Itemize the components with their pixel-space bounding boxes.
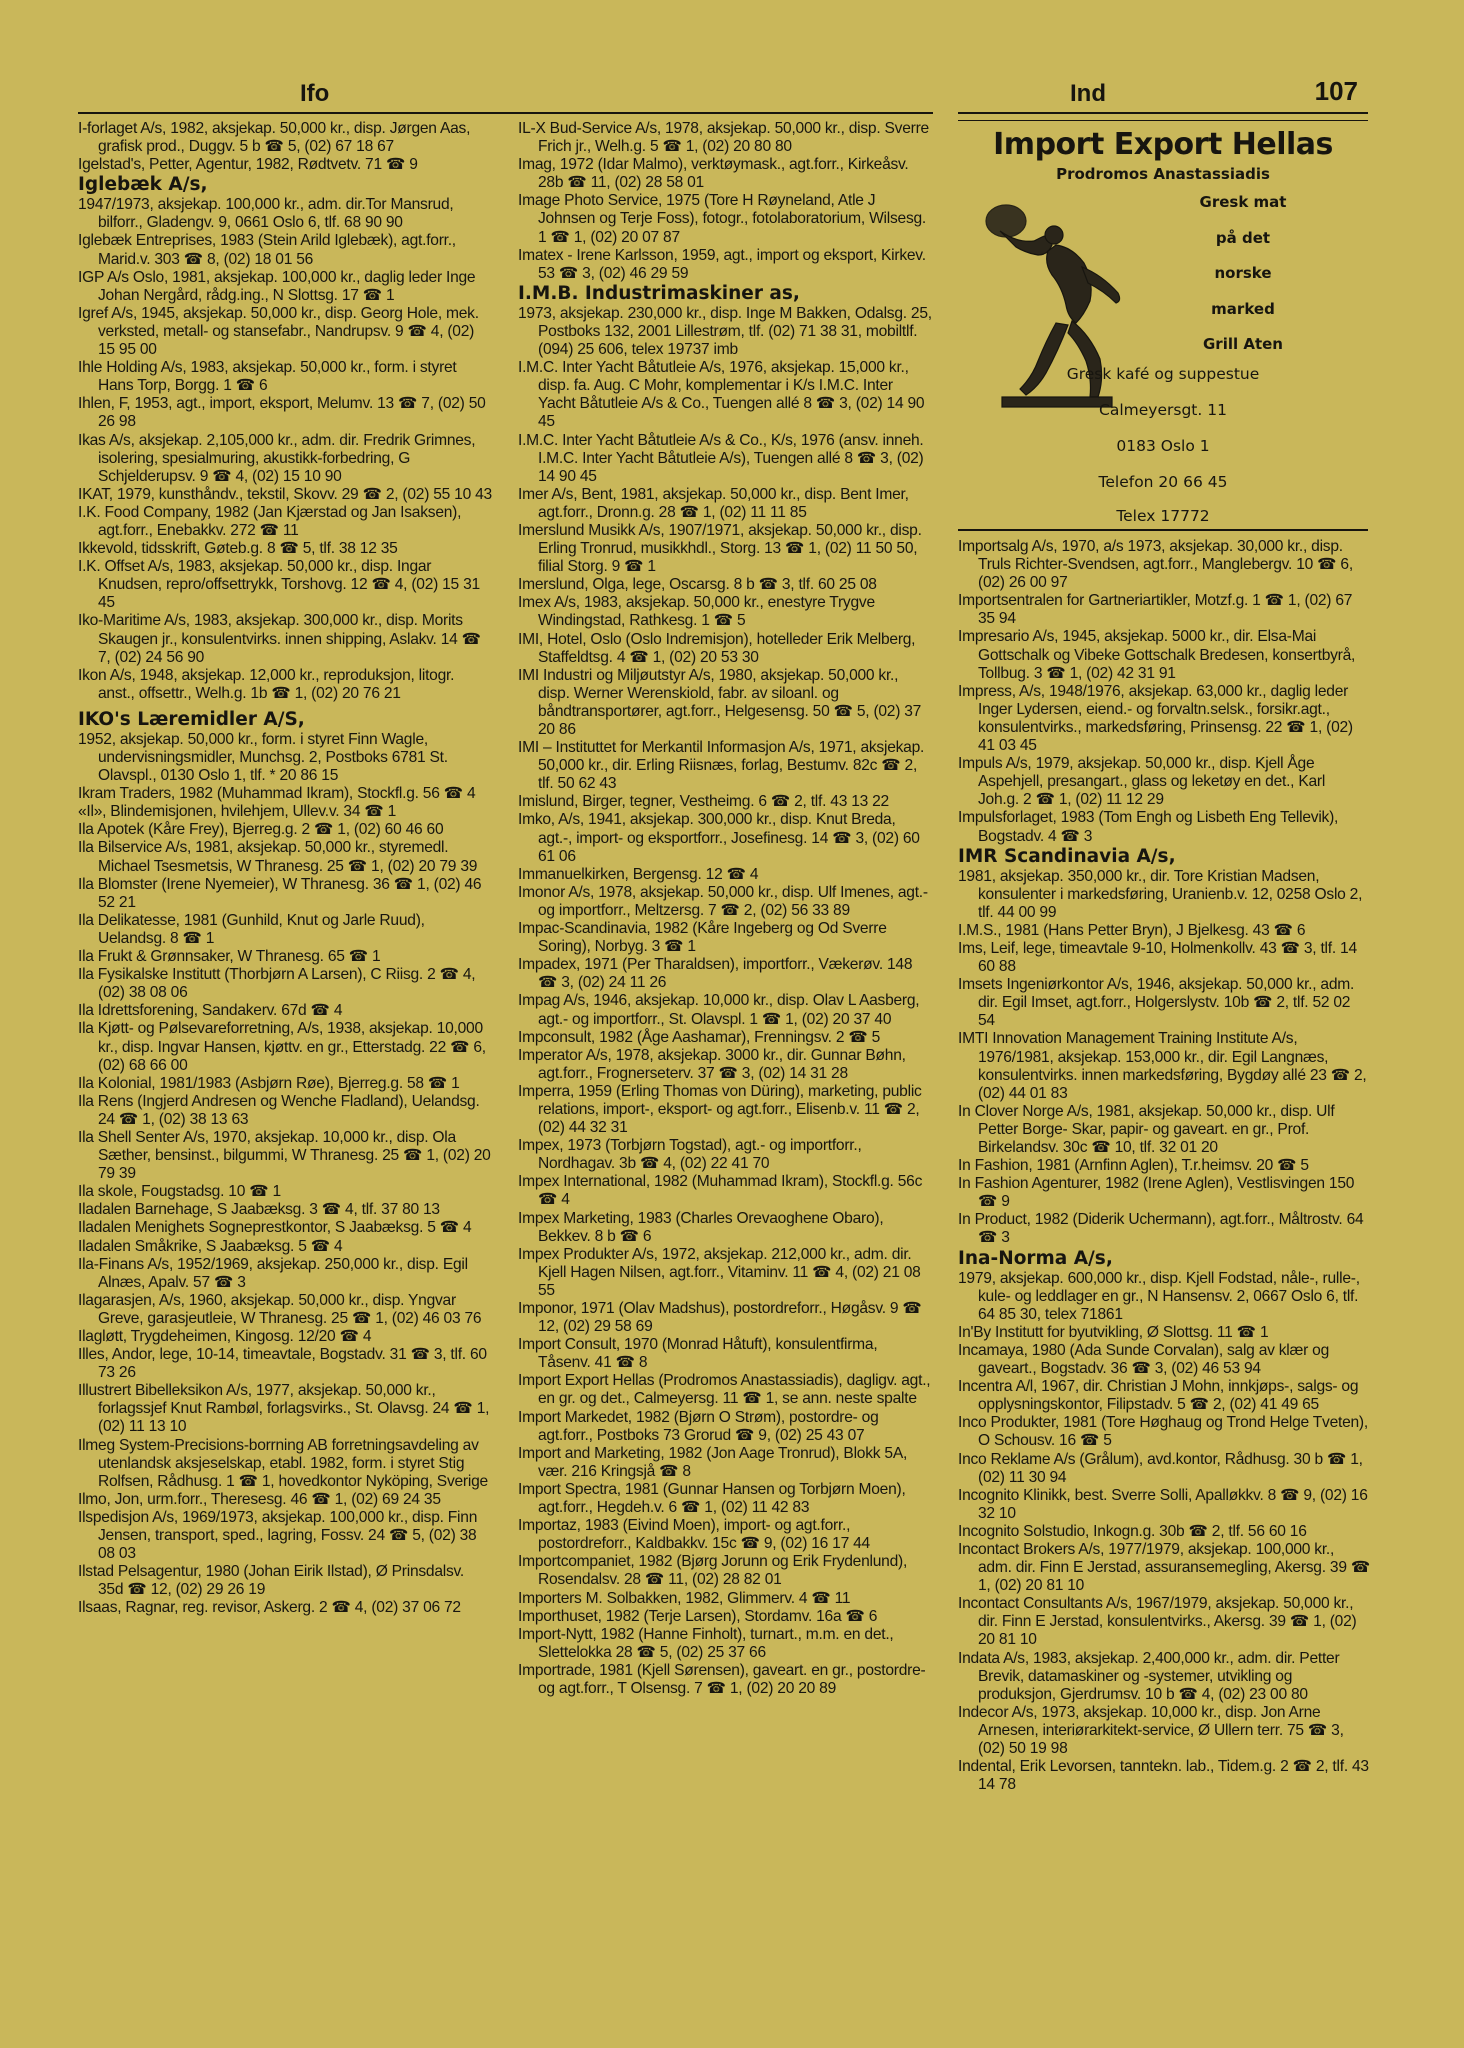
entry: Ila Kjøtt- og Pølsevareforretning, A/s, 1938, aksjekap. 10,000 kr., disp. Ingvar Hansen, kjøttv. en gr., Etterstadg. 22 ☎ 6, (02) 68 66 00	[78, 1020, 486, 1074]
entry: 1981, aksjekap. 350,000 kr., dir. Tore Kristian Madsen, konsulenter i markedsføring, Uranienb.v. 12, 0258 Oslo 2, tlf. 44 00 99	[958, 867, 1363, 921]
entry: Ilstad Pelsagentur, 1980 (Johan Eirik Ilstad), Ø Prinsdalsv. 35d ☎ 12, (02) 29 26 19	[78, 1563, 465, 1599]
entry: I.K. Food Company, 1982 (Jan Kjærstad og Jan Isaksen), agt.forr., Enebakkv. 272 ☎ 11	[78, 503, 462, 539]
entry: «Il», Blindemisjonen, hvilehjem, Ullev.v. 34 ☎ 1	[78, 803, 397, 821]
entry: 1952, aksjekap. 50,000 kr., form. i styret Finn Wagle, undervisningsmidler, Munchsg. 2, Postboks 6781 St. Olavspl., 0130 Oslo 1, tlf. * 20 86 15	[78, 730, 448, 785]
entry: Ila Idrettsforening, Sandakerv. 67d ☎ 4	[78, 1002, 343, 1020]
entry: Inco Reklame A/s (Grålum), avd.kontor, Rådhusg. 30 b ☎ 1, (02) 11 30 94	[958, 1450, 1363, 1486]
left-running-head: Ifo	[300, 80, 330, 107]
entry: Image Photo Service, 1975 (Tore H Røyneland, Atle J Johnsen og Terje Foss), fotogr., fotolaboratorium, Wilsesg. 1 ☎ 1, (02) 20 07 87	[518, 192, 926, 246]
bold-heading-entry: IKO's Læremidler A/S,	[78, 708, 305, 730]
entry: In Fashion Agenturer, 1982 (Irene Aglen), Vestlisvingen 150 ☎ 9	[958, 1175, 1355, 1211]
entry: Impex International, 1982 (Muhammad Ikram), Stockfl.g. 56c ☎ 4	[518, 1173, 923, 1209]
entry: 1979, aksjekap. 600,000 kr., disp. Kjell Fodstad, nåle-, rulle-, kule- og leddlager en gr., N Hansensv. 2, 0667 Oslo 6, tlf. 64 85 30, telex 71861	[958, 1269, 1360, 1323]
entry: Ilagløtt, Trygdeheimen, Kingosg. 12/20 ☎ 4	[78, 1328, 372, 1345]
entry: Importrade, 1981 (Kjell Sørensen), gaveart. en gr., postordre- og agt.forr., T Olsensg. 7 ☎ 1, (02) 20 20 89	[518, 1661, 926, 1697]
entry: Ilsaas, Ragnar, reg. revisor, Askerg. 2 ☎ 4, (02) 37 06 72	[78, 1599, 461, 1617]
entry: Ilspedisjon A/s, 1969/1973, aksjekap. 100,000 kr., disp. Finn Jensen, transport, sped., lagring, Fossv. 24 ☎ 5, (02) 38 08 03	[78, 1508, 478, 1563]
entry: I.K. Offset A/s, 1983, aksjekap. 50,000 kr., disp. Ingar Knudsen, repro/offsettrykk, Torshovg. 12 ☎ 4, (02) 15 31 45	[78, 558, 480, 612]
entry: Immanuelkirken, Bergensg. 12 ☎ 4	[518, 865, 759, 883]
entry: IMI Industri og Miljøutstyr A/s, 1980, aksjekap. 50,000 kr., disp. Werner Werenskiold, fabr. av siloanl. og båndtransportører, agt.forr., Helgesensg. 50 ☎ 5, (02) 37 20 86	[518, 666, 922, 738]
entry: Ila skole, Fougstadsg. 10 ☎ 1	[78, 1183, 281, 1201]
entry: Ila Rens (Ingjerd Andresen og Wenche Fladland), Uelandsg. 24 ☎ 1, (02) 38 13 63	[78, 1092, 480, 1128]
entry: Importsentralen for Gartneriartikler, Motzf.g. 1 ☎ 1, (02) 67 35 94	[958, 592, 1353, 628]
advert-tagline-4: marked	[1211, 300, 1275, 318]
entry: In'By Institutt for byutvikling, Ø Slottsg. 11 ☎ 1	[958, 1323, 1269, 1341]
entry: Ila Kolonial, 1981/1983 (Asbjørn Røe), Bjerreg.g. 58 ☎ 1	[78, 1074, 460, 1092]
header-rule-left	[78, 112, 933, 114]
entry: Illustrert Bibelleksikon A/s, 1977, aksjekap. 50,000 kr., forlagssjef Knut Rambøl, forlagsvirks., St. Olavsg. 24 ☎ 1, (02) 11 13 10	[78, 1382, 490, 1436]
entry: Imperra, 1959 (Erling Thomas von Düring), marketing, public relations, import-, eksport- og agt.forr., Elisenb.v. 11 ☎ 2, (02) 44 32 31	[518, 1082, 922, 1137]
bold-heading-entry: Ina-Norma A/s,	[958, 1247, 1113, 1269]
entry: Imerslund Musikk A/s, 1907/1971, aksjekap. 50,000 kr., disp. Erling Tronrud, musikkhdl., Storg. 13 ☎ 1, (02) 11 50 50, filial Storg. 9 ☎ 1	[518, 521, 922, 576]
entry: Impex Marketing, 1983 (Charles Orevaoghene Obaro), Bekkev. 8 b ☎ 6	[518, 1209, 884, 1245]
entry: Import Spectra, 1981 (Gunnar Hansen og Torbjørn Moen), agt.forr., Hegdeh.v. 6 ☎ 1, (02) 11 42 83	[518, 1480, 906, 1517]
entry: Importcompaniet, 1982 (Bjørg Jorunn og Erik Frydenlund), Rosendalsv. 28 ☎ 11, (02) 28 82 01	[518, 1553, 908, 1589]
entry: Ilmeg System-Precisions-borrning AB forretningsavdeling av utenlandsk aksjeselskap, etabl. 1982, form. i styret Stig Rolfsen, Rådhusg. 1 ☎ 1, hovedkontor Nyköping, Sverige	[78, 1436, 488, 1490]
advert-line-5: Telex 17772	[1116, 507, 1210, 525]
entry: Imex A/s, 1983, aksjekap. 50,000 kr., enestyre Trygve Windingstad, Rathkesg. 1 ☎ 5	[518, 594, 875, 630]
bold-heading-entry: IMR Scandinavia A/s,	[958, 845, 1176, 867]
entry: Imatex - Irene Karlsson, 1959, agt., import og eksport, Kirkev. 53 ☎ 3, (02) 46 29 59	[518, 246, 926, 282]
entry: In Product, 1982 (Diderik Uchermann), agt.forr., Måltrostv. 64 ☎ 3	[958, 1211, 1364, 1247]
entry: IGP A/s Oslo, 1981, aksjekap. 100,000 kr., daglig leder Inge Johan Nergård, rådg.ing., N Slottsg. 17 ☎ 1	[78, 268, 476, 304]
entry: Ila Blomster (Irene Nyemeier), W Thranesg. 36 ☎ 1, (02) 46 52 21	[78, 875, 482, 911]
advert-subtitle: Prodromos Anastassiadis	[1056, 165, 1270, 183]
entry: Imislund, Birger, tegner, Vestheimg. 6 ☎ 2, tlf. 43 13 22	[518, 793, 889, 811]
entry: Incognito Solstudio, Inkogn.g. 30b ☎ 2, tlf. 56 60 16	[958, 1522, 1307, 1540]
entry: Iladalen Småkrike, S Jaabæksg. 5 ☎ 4	[78, 1237, 343, 1255]
entry: Import Markedet, 1982 (Bjørn O Strøm), postordre- og agt.forr., Postboks 73 Grorud ☎ 9, (02) 25 43 07	[518, 1408, 879, 1444]
advert-line-1: Gresk kafé og suppestue	[1066, 365, 1260, 383]
entry: Ikkevold, tidsskrift, Gøteb.g. 8 ☎ 5, tlf. 38 12 35	[78, 540, 398, 558]
entry: 1973, aksjekap. 230,000 kr., disp. Inge M Bakken, Odalsg. 25, Postboks 132, 2001 Lillestrøm, tlf. (02) 71 38 31, mobiltlf. (094) 25 606, telex 19737 imb	[518, 304, 932, 359]
column-3	[958, 538, 1370, 1794]
entry: Import Consult, 1970 (Monrad Håtuft), konsulentfirma, Tåsenv. 41 ☎ 8	[518, 1336, 878, 1372]
entry: Inco Produkter, 1981 (Tore Høghaug og Trond Helge Tveten), O Schousv. 16 ☎ 5	[958, 1414, 1368, 1450]
entry: I.M.S., 1981 (Hans Petter Bryn), J Bjelkesg. 43 ☎ 6	[958, 921, 1306, 939]
advert-tagline-3: norske	[1214, 264, 1272, 282]
entry: Impadex, 1971 (Per Tharaldsen), importforr., Vækerøv. 148 ☎ 3, (02) 24 11 26	[518, 956, 913, 992]
header-rule-right	[958, 112, 1368, 114]
column-2	[518, 120, 933, 1698]
entry: Igref A/s, 1945, aksjekap. 50,000 kr., disp. Georg Hole, mek. verksted, metall- og stansefabr., Nandrupsv. 9 ☎ 4, (02) 15 95 00	[78, 304, 479, 359]
entry: Imponor, 1971 (Olav Madshus), postordreforr., Høgåsv. 9 ☎ 12, (02) 29 58 69	[518, 1300, 922, 1336]
entry: Ila Fysikalske Institutt (Thorbjørn A Larsen), C Riisg. 2 ☎ 4, (02) 38 08 06	[78, 966, 476, 1002]
entry: Impconsult, 1982 (Åge Aashamar), Frenningsv. 2 ☎ 5	[518, 1028, 881, 1046]
entry: IMTI Innovation Management Training Institute A/s, 1976/1981, aksjekap. 153,000 kr., dir. Egil Langnæs, konsulentvirks. innen markedsføring, Bygdøy allé 23 ☎ 2, (02) 44 01 83	[958, 1030, 1367, 1102]
entry: Imerslund, Olga, lege, Oscarsg. 8 b ☎ 3, tlf. 60 25 08	[518, 576, 877, 594]
entry: Impex Produkter A/s, 1972, aksjekap. 212,000 kr., adm. dir. Kjell Hagen Nilsen, agt.forr., Vitaminv. 11 ☎ 4, (02) 21 08 55	[518, 1245, 921, 1299]
entry: Impulsforlaget, 1983 (Tom Engh og Lisbeth Eng Tellevik), Bogstadv. 4 ☎ 3	[958, 809, 1339, 845]
entry: Import and Marketing, 1982 (Jon Aage Tronrud), Blokk 5A, vær. 216 Kringsjå ☎ 8	[518, 1444, 908, 1480]
entry: IL-X Bud-Service A/s, 1978, aksjekap. 50,000 kr., disp. Sverre Frich jr., Welh.g. 5 ☎ 1, (02) 20 80 80	[518, 120, 929, 156]
entry: Ihlen, F, 1953, agt., import, eksport, Melumv. 13 ☎ 7, (02) 50 26 98	[78, 395, 486, 431]
entry: IMI – Instituttet for Merkantil Informasjon A/s, 1971, aksjekap. 50,000 kr., dir. Erling Riisnæs, forlag, Bestumv. 82c ☎ 2, tlf. 50 62 43	[518, 739, 925, 793]
entry: Iglebæk Entreprises, 1983 (Stein Arild Iglebæk), agt.forr., Marid.v. 303 ☎ 8, (02) 18 01 56	[78, 232, 456, 268]
entry: In Fashion, 1981 (Arnfinn Aglen), T.r.heimsv. 20 ☎ 5	[958, 1157, 1309, 1175]
entry: Illes, Andor, lege, 10-14, timeavtale, Bogstadv. 31 ☎ 3, tlf. 60 73 26	[78, 1346, 487, 1382]
entry: I.M.C. Inter Yacht Båtutleie A/s & Co., K/s, 1976 (ansv. inneh. I.M.C. Inter Yacht Båtutleie A/s), Tuengen allé 8 ☎ 3, (02) 14 90 45	[518, 431, 924, 485]
entry: 1947/1973, aksjekap. 100,000 kr., adm. dir.Tor Mansrud, bilforr., Gladengv. 9, 0661 Oslo 6, tlf. 68 90 90	[78, 196, 454, 232]
entry: Imer A/s, Bent, 1981, aksjekap. 50,000 kr., disp. Bent Imer, agt.forr., Dronn.g. 28 ☎ 1, (02) 11 11 85	[518, 485, 909, 521]
entry: Ila Apotek (Kåre Frey), Bjerreg.g. 2 ☎ 1, (02) 60 46 60	[78, 821, 444, 839]
entry: Incognito Klinikk, best. Sverre Solli, Apalløkkv. 8 ☎ 9, (02) 16 32 10	[958, 1486, 1368, 1522]
entry: Ihle Holding A/s, 1983, aksjekap. 50,000 kr., form. i styret Hans Torp, Borgg. 1 ☎ 6	[78, 359, 457, 395]
entry: Ilagarasjen, A/s, 1960, aksjekap. 50,000 kr., disp. Yngvar Greve, garasjeutleie, W Thranesg. 25 ☎ 1, (02) 46 03 76	[78, 1291, 482, 1327]
entry: Impac-Scandinavia, 1982 (Kåre Ingeberg og Od Sverre Soring), Norbyg. 3 ☎ 1	[518, 920, 887, 956]
entry: Importsalg A/s, 1970, a/s 1973, aksjekap. 30,000 kr., disp. Truls Richter-Svendsen, agt.forr., Manglebergv. 10 ☎ 6, (02) 26 00 97	[958, 538, 1353, 592]
entry: Impag A/s, 1946, aksjekap. 10,000 kr., disp. Olav L Aasberg, agt.- og importforr., St. Olavspl. 1 ☎ 1, (02) 20 37 40	[518, 992, 920, 1028]
entry: Iladalen Menighets Sogneprestkontor, S Jaabæksg. 5 ☎ 4	[78, 1219, 472, 1237]
entry: I-forlaget A/s, 1982, aksjekap. 50,000 kr., disp. Jørgen Aas, grafisk prod., Duggv. 5 b ☎ 5, (02) 67 18 67	[78, 120, 471, 156]
entry: Indental, Erik Levorsen, tanntekn. lab., Tidem.g. 2 ☎ 2, tlf. 43 14 78	[958, 1758, 1369, 1794]
entry: Incentra A/l, 1967, dir. Christian J Mohn, innkjøps-, salgs- og opplysningskontor, Filipstadv. 5 ☎ 2, (02) 41 49 65	[958, 1378, 1359, 1414]
entry: Importaz, 1983 (Eivind Moen), import- og agt.forr., postordreforr., Kaldbakkv. 15c ☎ 9, (02) 16 17 44	[518, 1517, 870, 1553]
entry: Impress, A/s, 1948/1976, aksjekap. 63,000 kr., daglig leder Inger Lydersen, eiend.- og forvaltn.selsk., forsikr.agt., konsulentvirks., markedsføring, Prinsensg. 22 ☎ 1, (02) 41 03 45	[958, 682, 1353, 755]
entry: Ikas A/s, aksjekap. 2,105,000 kr., adm. dir. Fredrik Grimnes, isolering, spesialmuring, akustikk-forbedring, G Schjelderupsv. 9 ☎ 4, (02) 15 10 90	[78, 431, 476, 485]
entry: Imperator A/s, 1978, aksjekap. 3000 kr., dir. Gunnar Bøhn, agt.forr., Frognerseterv. 37 ☎ 3, (02) 14 31 28	[518, 1046, 906, 1082]
entry: Imko, A/s, 1941, aksjekap. 300,000 kr., disp. Knut Breda, agt.-, import- og eksportforr., Josefinesg. 14 ☎ 3, (02) 60 61 06	[518, 811, 920, 865]
entry: Indecor A/s, 1973, aksjekap. 10,000 kr., disp. Jon Arne Arnesen, interiørarkitekt-service, Ø Ullern terr. 75 ☎ 3, (02) 50 19 98	[958, 1703, 1344, 1757]
entry: Ila Shell Senter A/s, 1970, aksjekap. 10,000 kr., disp. Ola Sæther, bensinst., bilgummi, W Thranesg. 25 ☎ 1, (02) 20 79 39	[78, 1128, 491, 1183]
entry: Imsets Ingeniørkontor A/s, 1946, aksjekap. 50,000 kr., adm. dir. Egil Imset, agt.forr., Holgerslystv. 10b ☎ 2, tlf. 52 02 54	[958, 976, 1355, 1030]
advert-title: Import Export Hellas	[993, 127, 1333, 162]
entry: Incamaya, 1980 (Ada Sunde Corvalan), salg av klær og gaveart., Bogstadv. 36 ☎ 3, (02) 46 53 94	[958, 1341, 1329, 1378]
import-export-hellas-advert	[958, 120, 1368, 531]
advert-tagline-2: på det	[1215, 229, 1271, 247]
advert-line-4: Telefon 20 66 45	[1098, 473, 1228, 491]
entry: Imonor A/s, 1978, aksjekap. 50,000 kr., disp. Ulf Imenes, agt.- og importforr., Meltzersg. 7 ☎ 2, (02) 56 33 89	[518, 883, 928, 919]
column-1	[78, 120, 493, 1618]
entry: Incontact Consultants A/s, 1967/1979, aksjekap. 50,000 kr., dir. Finn E Jerstad, konsulentvirks., Akersg. 39 ☎ 1, (02) 20 81 10	[958, 1595, 1357, 1649]
entry: Importers M. Solbakken, 1982, Glimmerv. 4 ☎ 11	[518, 1589, 851, 1607]
entry: Iko-Maritime A/s, 1983, aksjekap. 300,000 kr., disp. Morits Skaugen jr., konsulentvirks. innen shipping, Aslakv. 14 ☎ 7, (02) 24 56 90	[78, 612, 481, 666]
entry: Import Export Hellas (Prodromos Anastassiadis), dagligv. agt., en gr. og det., Calmeyersg. 11 ☎ 1, se ann. neste spalte	[518, 1372, 931, 1408]
entry: Ila Bilservice A/s, 1981, aksjekap. 50,000 kr., styremedl. Michael Tsesmetsis, W Thranesg. 25 ☎ 1, (02) 20 79 39	[78, 839, 478, 875]
entry: Ilmo, Jon, urm.forr., Theresesg. 46 ☎ 1, (02) 69 24 35	[78, 1490, 441, 1508]
entry: IMI, Hotel, Oslo (Oslo Indremisjon), hotelleder Erik Melberg, Staffeldtsg. 4 ☎ 1, (02) 20 53 30	[518, 630, 916, 666]
entry: Indata A/s, 1983, aksjekap. 2,400,000 kr., adm. dir. Petter Brevik, datamaskiner og -systemer, utvikling og produksjon, Gjerdrumsv. 10 b ☎ 4, (02) 23 00 80	[958, 1649, 1340, 1703]
entry: Ikon A/s, 1948, aksjekap. 12,000 kr., reproduksjon, litogr. anst., offsettr., Welh.g. 1b ☎ 1, (02) 20 76 21	[78, 666, 455, 702]
entry: Imag, 1972 (Idar Malmo), verktøymask., agt.forr., Kirkeåsv. 28b ☎ 11, (02) 28 58 01	[518, 156, 909, 192]
entry: Impuls A/s, 1979, aksjekap. 50,000 kr., disp. Kjell Åge Aspehjell, presangart., glass og leketøy en det., Karl Joh.g. 2 ☎ 1, (02) 11 12 29	[958, 755, 1326, 809]
page-number: 107	[1314, 76, 1358, 106]
entry: Ila Frukt & Grønnsaker, W Thranesg. 65 ☎ 1	[78, 948, 381, 966]
advert-line-3: 0183 Oslo 1	[1116, 437, 1210, 455]
entry: Import-Nytt, 1982 (Hanne Finholt), turnart., m.m. en det., Slettelokka 28 ☎ 5, (02) 25 37 66	[518, 1625, 894, 1661]
entry: Igelstad's, Petter, Agentur, 1982, Rødtvetv. 71 ☎ 9	[78, 156, 418, 174]
entry: Ila Delikatesse, 1981 (Gunhild, Knut og Jarle Ruud), Uelandsg. 8 ☎ 1	[78, 911, 425, 947]
entry: Importhuset, 1982 (Terje Larsen), Stordamv. 16a ☎ 6	[518, 1607, 878, 1625]
entry: I.M.C. Inter Yacht Båtutleie A/s, 1976, aksjekap. 15,000 kr., disp. fa. Aug. C Mohr, komplementar i K/s I.M.C. Inter Yacht Båtutleie A/s & Co., Tuengen allé 8 ☎ 3, (02) 14 90 45	[518, 359, 925, 431]
bold-heading-entry: Iglebæk A/s,	[78, 174, 208, 196]
advert-line-2: Calmeyersgt. 11	[1099, 401, 1227, 419]
right-running-head: Ind	[1070, 80, 1106, 107]
entry: Ikram Traders, 1982 (Muhammad Ikram), Stockfl.g. 56 ☎ 4	[78, 785, 476, 803]
entry: Incontact Brokers A/s, 1977/1979, aksjekap. 100,000 kr., adm. dir. Finn E Jerstad, assuransemegling, Akersg. 39 ☎ 1, (02) 20 81 10	[958, 1540, 1370, 1595]
entry: Impex, 1973 (Torbjørn Togstad), agt.- og importforr., Nordhagav. 3b ☎ 4, (02) 22 41 70	[518, 1137, 862, 1173]
bold-heading-entry: I.M.B. Industrimaskiner as,	[518, 282, 800, 304]
entry: In Clover Norge A/s, 1981, aksjekap. 50,000 kr., disp. Ulf Petter Borge- Skar, papir- og gaveart. en gr., Prof. Birkelandsv. 30c ☎ 10, tlf. 32 01 20	[958, 1102, 1335, 1156]
advert-tagline-5: Grill Aten	[1203, 335, 1283, 353]
entry: Ila-Finans A/s, 1952/1969, aksjekap. 250,000 kr., disp. Egil Alnæs, Apalv. 57 ☎ 3	[78, 1255, 468, 1291]
entry: Ims, Leif, lege, timeavtale 9-10, Holmenkollv. 43 ☎ 3, tlf. 14 60 88	[958, 939, 1357, 976]
entry: Impresario A/s, 1945, aksjekap. 5000 kr., dir. Elsa-Mai Gottschalk og Vibeke Gottschalk Bredesen, konsertbyrå, Tollbug. 3 ☎ 1, (02) 42 31 91	[958, 628, 1356, 682]
advert-tagline-1: Gresk mat	[1199, 193, 1287, 211]
entry: IKAT, 1979, kunsthåndv., tekstil, Skovv. 29 ☎ 2, (02) 55 10 43	[78, 485, 492, 503]
entry: Iladalen Barnehage, S Jaabæksg. 3 ☎ 4, tlf. 37 80 13	[78, 1201, 440, 1219]
